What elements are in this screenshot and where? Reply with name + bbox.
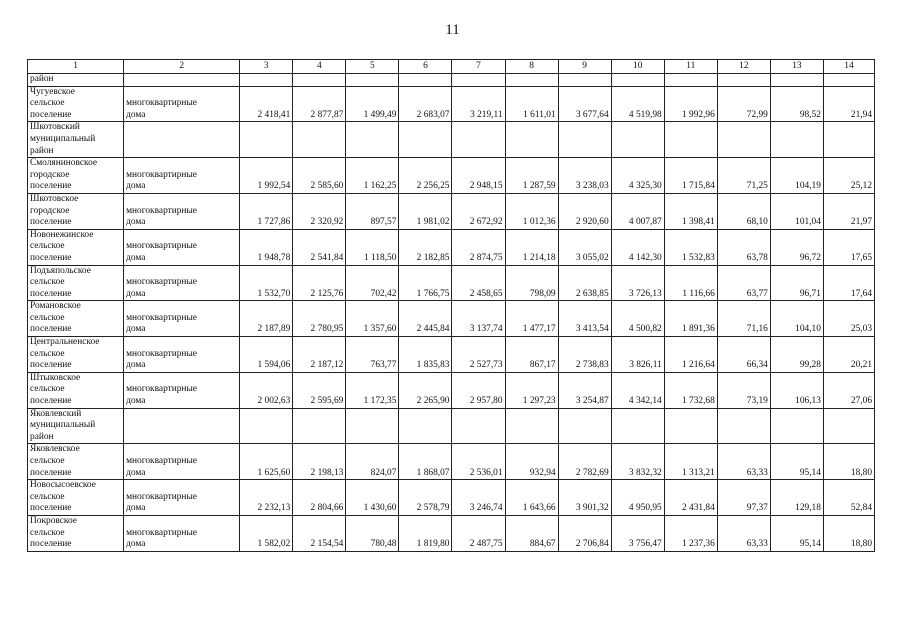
value-cell: 2 706,84: [558, 515, 611, 551]
settlement-name-cell: [28, 301, 124, 337]
value-cell: 1 216,64: [664, 337, 717, 373]
value-cell: 104,19: [770, 158, 823, 194]
value-cell: 97,37: [717, 480, 770, 516]
housing-type-line: многоквартирные: [126, 456, 197, 466]
value-cell: 1 499,49: [346, 86, 399, 122]
value-cell: [346, 408, 399, 444]
value-cell: [717, 408, 770, 444]
value-cell: 2 738,83: [558, 337, 611, 373]
value-cell: 95,14: [770, 515, 823, 551]
table-row: [28, 444, 875, 480]
housing-type-line: дома: [126, 324, 146, 335]
settlement-name-line: Центральненское: [30, 337, 100, 348]
value-cell: 98,52: [770, 86, 823, 122]
settlement-name-cell: [28, 372, 124, 408]
column-number-header: 9: [558, 60, 611, 74]
housing-type-line: многоквартирные: [126, 205, 197, 216]
value-cell: [505, 122, 558, 158]
value-cell: [664, 74, 717, 87]
value-cell: 68,10: [717, 193, 770, 229]
table-row: [28, 74, 875, 87]
value-cell: [293, 408, 346, 444]
value-cell: 18,80: [823, 444, 874, 480]
value-cell: 1 477,17: [505, 301, 558, 337]
value-cell: 3 137,74: [452, 301, 505, 337]
value-cell: [664, 122, 717, 158]
value-cell: 1 582,02: [240, 515, 293, 551]
value-cell: 4 519,98: [611, 86, 664, 122]
settlement-name-line: сельское: [30, 456, 65, 466]
housing-type-line: дома: [126, 467, 146, 478]
value-cell: 2 541,84: [293, 229, 346, 265]
housing-type-line: дома: [126, 252, 146, 263]
value-cell: 104,10: [770, 301, 823, 337]
value-cell: [558, 122, 611, 158]
housing-type-line: многоквартирные: [126, 241, 197, 252]
settlement-name-line: городское: [30, 169, 70, 180]
value-cell: 1 172,35: [346, 372, 399, 408]
value-cell: 1 625,60: [240, 444, 293, 480]
value-cell: [505, 408, 558, 444]
settlement-name-line: Подъяпольское: [30, 265, 91, 276]
table-body: [28, 60, 875, 552]
value-cell: 1 948,78: [240, 229, 293, 265]
column-number-header: 3: [240, 60, 293, 74]
value-cell: 2 585,60: [293, 158, 346, 194]
value-cell: 25,12: [823, 158, 874, 194]
settlement-name-cell: [28, 265, 124, 301]
settlement-name-line: сельское: [30, 98, 65, 109]
value-cell: 3 756,47: [611, 515, 664, 551]
value-cell: 63,33: [717, 515, 770, 551]
value-cell: [611, 122, 664, 158]
housing-type-line: дома: [126, 217, 146, 228]
value-cell: 73,19: [717, 372, 770, 408]
settlement-name-line: поселение: [30, 539, 72, 550]
settlement-name-line: Яковлевский: [30, 408, 82, 419]
value-cell: 3 677,64: [558, 86, 611, 122]
value-cell: [717, 74, 770, 87]
value-cell: 3 246,74: [452, 480, 505, 516]
value-cell: 2 957,80: [452, 372, 505, 408]
value-cell: 1 868,07: [399, 444, 452, 480]
settlement-name-line: Новонежинское: [30, 229, 94, 240]
value-cell: 1 981,02: [399, 193, 452, 229]
value-cell: 4 142,30: [611, 229, 664, 265]
settlement-name-cell: [28, 337, 124, 373]
value-cell: 867,17: [505, 337, 558, 373]
value-cell: [664, 408, 717, 444]
value-cell: 4 342,14: [611, 372, 664, 408]
settlement-name-line: поселение: [30, 467, 72, 478]
settlement-name-line: район: [30, 431, 54, 442]
settlement-name-cell: [28, 480, 124, 516]
value-cell: 2 920,60: [558, 193, 611, 229]
value-cell: 1 532,70: [240, 265, 293, 301]
value-cell: [505, 74, 558, 87]
value-cell: 2 418,41: [240, 86, 293, 122]
value-cell: 3 832,32: [611, 444, 664, 480]
housing-type-cell: [124, 515, 240, 551]
value-cell: 106,13: [770, 372, 823, 408]
value-cell: 780,48: [346, 515, 399, 551]
settlement-name-line: сельское: [30, 491, 65, 502]
value-cell: 1 732,68: [664, 372, 717, 408]
settlement-name-cell: [28, 229, 124, 265]
settlement-name-line: муниципальный: [30, 133, 96, 144]
value-cell: 3 826,11: [611, 337, 664, 373]
value-cell: 1 594,06: [240, 337, 293, 373]
value-cell: 4 007,87: [611, 193, 664, 229]
column-number-header: 14: [823, 60, 874, 74]
table-row: [28, 301, 875, 337]
table-row: [28, 480, 875, 516]
value-cell: 1 611,01: [505, 86, 558, 122]
settlement-name-line: Покровское: [30, 515, 77, 526]
column-number-header: 2: [124, 60, 240, 74]
housing-type-cell: [124, 372, 240, 408]
value-cell: 99,28: [770, 337, 823, 373]
table-row: [28, 86, 875, 122]
value-cell: 2 948,15: [452, 158, 505, 194]
value-cell: 63,77: [717, 265, 770, 301]
settlement-name-line: район: [30, 145, 54, 156]
value-cell: 71,25: [717, 158, 770, 194]
value-cell: 3 055,02: [558, 229, 611, 265]
value-cell: 2 002,63: [240, 372, 293, 408]
table-row: [28, 515, 875, 551]
housing-type-cell: [124, 444, 240, 480]
value-cell: [823, 122, 874, 158]
value-cell: [452, 122, 505, 158]
housing-type-line: многоквартирные: [126, 384, 197, 395]
value-cell: 2 187,12: [293, 337, 346, 373]
housing-type-cell: [124, 74, 240, 87]
settlement-name-line: Шкотовский: [30, 122, 80, 133]
value-cell: 932,94: [505, 444, 558, 480]
settlement-name-line: сельское: [30, 348, 65, 359]
value-cell: [399, 74, 452, 87]
value-cell: 1 430,60: [346, 480, 399, 516]
settlement-name-line: поселение: [30, 288, 72, 299]
value-cell: 27,06: [823, 372, 874, 408]
settlement-name-line: Штыковское: [30, 372, 81, 383]
settlement-name-line: сельское: [30, 384, 65, 395]
settlement-name-line: Чугуевское: [30, 86, 75, 97]
value-cell: 1 214,18: [505, 229, 558, 265]
column-number-header: 8: [505, 60, 558, 74]
value-cell: [399, 408, 452, 444]
settlement-name-line: Новосысоевское: [30, 480, 96, 491]
housing-type-cell: [124, 122, 240, 158]
value-cell: [823, 408, 874, 444]
value-cell: 2 672,92: [452, 193, 505, 229]
value-cell: 2 804,66: [293, 480, 346, 516]
value-cell: 2 445,84: [399, 301, 452, 337]
table-row: [28, 265, 875, 301]
value-cell: 763,77: [346, 337, 399, 373]
settlement-name-line: поселение: [30, 217, 72, 228]
settlement-name-cell: [28, 408, 124, 444]
tariff-table: [27, 59, 875, 552]
settlement-name-line: поселение: [30, 181, 72, 192]
housing-type-line: дома: [126, 503, 146, 514]
value-cell: [240, 74, 293, 87]
value-cell: 1 643,66: [505, 480, 558, 516]
value-cell: 1 715,84: [664, 158, 717, 194]
value-cell: 1 237,36: [664, 515, 717, 551]
value-cell: 1 118,50: [346, 229, 399, 265]
value-cell: [293, 74, 346, 87]
value-cell: 1 357,60: [346, 301, 399, 337]
settlement-name-cell: [28, 444, 124, 480]
housing-type-cell: [124, 229, 240, 265]
value-cell: 2 782,69: [558, 444, 611, 480]
table-row: [28, 158, 875, 194]
value-cell: 95,14: [770, 444, 823, 480]
housing-type-cell: [124, 301, 240, 337]
value-cell: 4 500,82: [611, 301, 664, 337]
settlement-name-cell: [28, 86, 124, 122]
value-cell: 2 458,65: [452, 265, 505, 301]
value-cell: 3 413,54: [558, 301, 611, 337]
value-cell: 63,33: [717, 444, 770, 480]
value-cell: 96,72: [770, 229, 823, 265]
value-cell: 2 683,07: [399, 86, 452, 122]
value-cell: [399, 122, 452, 158]
value-cell: 20,21: [823, 337, 874, 373]
settlement-name-line: Яковлевское: [30, 444, 80, 455]
value-cell: 2 487,75: [452, 515, 505, 551]
value-cell: [770, 122, 823, 158]
value-cell: 1 398,41: [664, 193, 717, 229]
settlement-name-line: район: [30, 74, 54, 84]
value-cell: 2 265,90: [399, 372, 452, 408]
value-cell: 3 219,11: [452, 86, 505, 122]
value-cell: [558, 408, 611, 444]
settlement-name-line: сельское: [30, 527, 65, 538]
value-cell: 1 313,21: [664, 444, 717, 480]
table-row: [28, 229, 875, 265]
settlement-name-line: Романовское: [30, 301, 81, 312]
value-cell: 798,09: [505, 265, 558, 301]
housing-type-line: многоквартирные: [126, 312, 197, 323]
column-number-header: 12: [717, 60, 770, 74]
value-cell: [240, 122, 293, 158]
column-number-header: 13: [770, 60, 823, 74]
value-cell: 4 325,30: [611, 158, 664, 194]
value-cell: [293, 122, 346, 158]
value-cell: 66,34: [717, 337, 770, 373]
value-cell: 897,57: [346, 193, 399, 229]
settlement-name-line: поселение: [30, 252, 72, 263]
housing-type-cell: [124, 86, 240, 122]
housing-type-cell: [124, 480, 240, 516]
value-cell: 824,07: [346, 444, 399, 480]
value-cell: [823, 74, 874, 87]
value-cell: 1 297,23: [505, 372, 558, 408]
housing-type-line: дома: [126, 360, 146, 371]
page-number: 11: [445, 22, 460, 38]
value-cell: 2 198,13: [293, 444, 346, 480]
value-cell: 101,04: [770, 193, 823, 229]
value-cell: [770, 74, 823, 87]
value-cell: 3 238,03: [558, 158, 611, 194]
value-cell: [558, 74, 611, 87]
value-cell: 2 638,85: [558, 265, 611, 301]
value-cell: 2 431,84: [664, 480, 717, 516]
column-number-header: 4: [293, 60, 346, 74]
settlement-name-cell: [28, 158, 124, 194]
settlement-name-cell: [28, 122, 124, 158]
value-cell: 2 125,76: [293, 265, 346, 301]
value-cell: 1 727,86: [240, 193, 293, 229]
value-cell: 2 595,69: [293, 372, 346, 408]
value-cell: 4 950,95: [611, 480, 664, 516]
table-row: [28, 408, 875, 444]
housing-type-line: дома: [126, 539, 146, 550]
housing-type-cell: [124, 158, 240, 194]
value-cell: 1 287,59: [505, 158, 558, 194]
column-number-header: 7: [452, 60, 505, 74]
value-cell: [346, 74, 399, 87]
value-cell: 21,97: [823, 193, 874, 229]
settlement-name-line: поселение: [30, 324, 72, 335]
housing-type-line: многоквартирные: [126, 491, 197, 502]
value-cell: 1 819,80: [399, 515, 452, 551]
value-cell: 1 012,36: [505, 193, 558, 229]
housing-type-cell: [124, 265, 240, 301]
settlement-name-cell: [28, 193, 124, 229]
column-number-header-row: [28, 60, 875, 74]
column-number-header: 1: [28, 60, 124, 74]
settlement-name-line: сельское: [30, 277, 65, 288]
value-cell: 1 835,83: [399, 337, 452, 373]
value-cell: 702,42: [346, 265, 399, 301]
housing-type-cell: [124, 193, 240, 229]
settlement-name-line: Шкотовское: [30, 193, 79, 204]
value-cell: 2 182,85: [399, 229, 452, 265]
value-cell: 3 254,87: [558, 372, 611, 408]
housing-type-cell: [124, 337, 240, 373]
value-cell: 1 532,83: [664, 229, 717, 265]
value-cell: 1 116,66: [664, 265, 717, 301]
value-cell: 2 536,01: [452, 444, 505, 480]
value-cell: 18,80: [823, 515, 874, 551]
value-cell: [611, 408, 664, 444]
value-cell: 63,78: [717, 229, 770, 265]
value-cell: [346, 122, 399, 158]
value-cell: [770, 408, 823, 444]
value-cell: 2 877,87: [293, 86, 346, 122]
settlement-name-line: поселение: [30, 396, 72, 407]
settlement-name-line: поселение: [30, 360, 72, 371]
value-cell: 1 992,96: [664, 86, 717, 122]
value-cell: 3 901,32: [558, 480, 611, 516]
table-row: [28, 337, 875, 373]
housing-type-line: дома: [126, 109, 146, 120]
settlement-name-line: сельское: [30, 241, 65, 252]
value-cell: 2 780,95: [293, 301, 346, 337]
value-cell: 1 992,54: [240, 158, 293, 194]
value-cell: [611, 74, 664, 87]
value-cell: 72,99: [717, 86, 770, 122]
value-cell: 2 527,73: [452, 337, 505, 373]
value-cell: 2 256,25: [399, 158, 452, 194]
value-cell: 2 578,79: [399, 480, 452, 516]
value-cell: 2 232,13: [240, 480, 293, 516]
settlement-name-cell: [28, 74, 124, 87]
housing-type-line: дома: [126, 181, 146, 192]
column-number-header: 11: [664, 60, 717, 74]
column-number-header: 10: [611, 60, 664, 74]
value-cell: 52,84: [823, 480, 874, 516]
settlement-name-line: городское: [30, 205, 70, 216]
value-cell: 2 154,54: [293, 515, 346, 551]
settlement-name-line: Смоляниновское: [30, 158, 98, 169]
housing-type-line: многоквартирные: [126, 169, 197, 180]
housing-type-cell: [124, 408, 240, 444]
value-cell: 21,94: [823, 86, 874, 122]
value-cell: 71,16: [717, 301, 770, 337]
housing-type-line: многоквартирные: [126, 527, 197, 538]
value-cell: [452, 408, 505, 444]
value-cell: 17,64: [823, 265, 874, 301]
value-cell: 3 726,13: [611, 265, 664, 301]
column-number-header: 6: [399, 60, 452, 74]
value-cell: 1 891,36: [664, 301, 717, 337]
settlement-name-line: поселение: [30, 503, 72, 514]
table-row: [28, 372, 875, 408]
settlement-name-cell: [28, 515, 124, 551]
settlement-name-line: муниципальный: [30, 420, 96, 431]
value-cell: 129,18: [770, 480, 823, 516]
value-cell: 17,65: [823, 229, 874, 265]
housing-type-line: многоквартирные: [126, 277, 197, 288]
value-cell: [240, 408, 293, 444]
value-cell: 25,03: [823, 301, 874, 337]
housing-type-line: дома: [126, 288, 146, 299]
settlement-name-line: сельское: [30, 312, 65, 323]
housing-type-line: многоквартирные: [126, 98, 197, 109]
housing-type-line: дома: [126, 396, 146, 407]
value-cell: 96,71: [770, 265, 823, 301]
value-cell: 2 187,89: [240, 301, 293, 337]
housing-type-line: многоквартирные: [126, 348, 197, 359]
value-cell: 2 320,92: [293, 193, 346, 229]
value-cell: 1 766,75: [399, 265, 452, 301]
column-number-header: 5: [346, 60, 399, 74]
value-cell: 1 162,25: [346, 158, 399, 194]
table-row: [28, 122, 875, 158]
settlement-name-line: поселение: [30, 109, 72, 120]
value-cell: 2 874,75: [452, 229, 505, 265]
value-cell: [717, 122, 770, 158]
table-row: [28, 193, 875, 229]
value-cell: [452, 74, 505, 87]
value-cell: 884,67: [505, 515, 558, 551]
